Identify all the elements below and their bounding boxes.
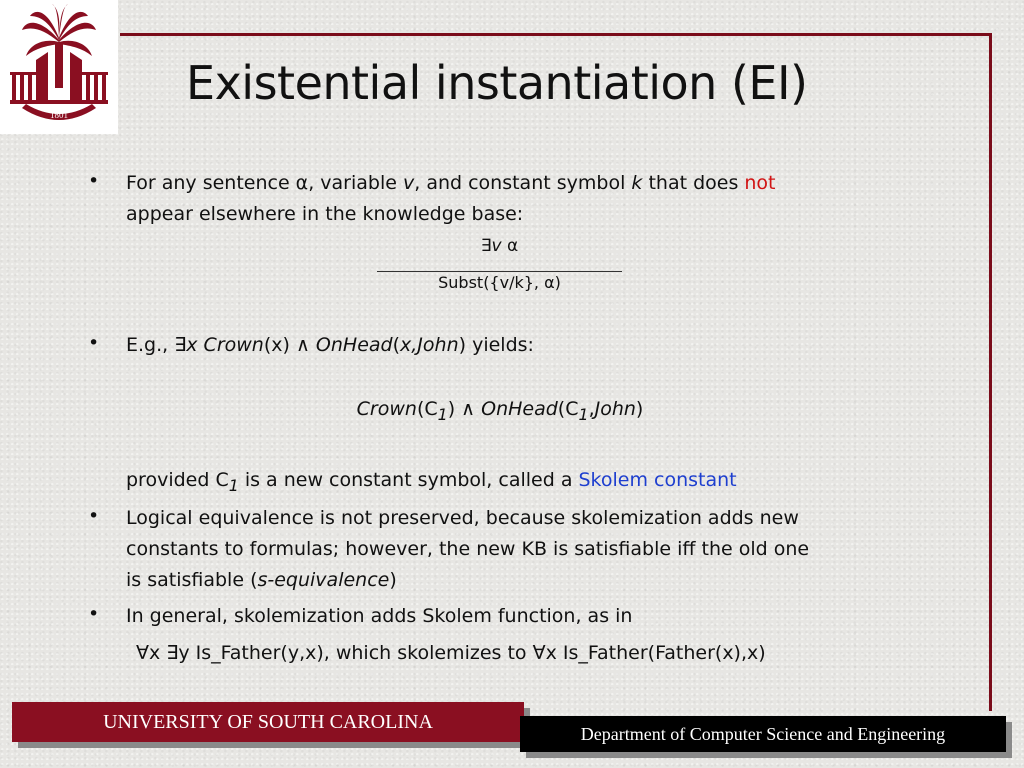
exists-symbol: ∃ (174, 334, 187, 356)
text-segment: x,John (400, 334, 459, 356)
text-segment: In general, skolemization adds Skolem function, as in (126, 605, 633, 627)
bullet-4-formula (136, 638, 936, 669)
text-segment: Crown (356, 398, 417, 420)
text-segment: is a new constant symbol, called a (238, 469, 579, 491)
bullet-marker: • (88, 505, 100, 527)
example-formula (200, 398, 800, 424)
bullet-1-text (126, 168, 926, 230)
text-segment: ) (447, 398, 462, 420)
text-segment: v (491, 236, 502, 256)
provided-text (126, 465, 926, 501)
slide-frame-right (989, 33, 992, 711)
department-banner: Department of Computer Science and Engineering (520, 716, 1006, 752)
exists-symbol: ∃ (480, 236, 492, 256)
text-segment: s-equivalence (257, 569, 390, 591)
text-segment: v (402, 172, 415, 194)
text-segment: Logical equivalence is not preserved, because skolemization adds new (126, 507, 799, 529)
text-segment: (C (557, 398, 579, 420)
skolem-constant-term: Skolem constant (578, 469, 737, 491)
text-segment: For any sentence α, variable (126, 172, 403, 194)
text-segment: John (594, 398, 636, 420)
text-segment: ) yields: (458, 334, 534, 356)
text-segment: k (631, 172, 643, 194)
subscript: 1 (228, 475, 239, 495)
bullet-3-text (126, 503, 926, 596)
rule-numerator (377, 236, 622, 256)
text-segment: , (588, 398, 595, 420)
text-segment: ) (635, 398, 644, 420)
and-symbol: ∧ (295, 334, 310, 356)
palmetto-icon (0, 0, 118, 134)
text-segment: OnHead (309, 334, 393, 356)
bullet-marker: • (88, 332, 100, 354)
text-segment: (C (416, 398, 438, 420)
exists-symbol: ∃ (166, 642, 179, 664)
bullet-4-text (126, 601, 926, 632)
rule-divider (377, 271, 622, 272)
logo-year-text: 1801 (50, 110, 68, 120)
rule-denominator: Subst({v/k}, α) (438, 273, 561, 292)
text-segment: constants to formulas; however, the new KB is satisfiable iff the old one (126, 538, 810, 560)
text-segment: x Is_Father(Father(x),x) (545, 642, 766, 664)
subscript: 1 (578, 404, 589, 424)
and-symbol: ∧ (461, 398, 476, 420)
text-segment: OnHead (475, 398, 558, 420)
emphasis-not: not (744, 172, 776, 194)
slide-title: Existential instantiation (EI) (186, 56, 808, 110)
text-segment: E.g., (126, 334, 175, 356)
text-segment: (x) (263, 334, 296, 356)
university-banner: UNIVERSITY OF SOUTH CAROLINA (12, 702, 524, 742)
bullet-marker: • (88, 603, 100, 625)
text-segment: y Is_Father(y,x), which skolemizes to (178, 642, 533, 664)
text-segment: ( (392, 334, 401, 356)
text-segment: , and constant symbol (414, 172, 632, 194)
text-segment: provided C (126, 469, 229, 491)
text-segment: α (501, 236, 519, 256)
text-segment: ) (389, 569, 397, 591)
slide-frame-top (120, 33, 992, 36)
text-segment: x (186, 334, 204, 356)
text-segment: appear elsewhere in the knowledge base: (126, 203, 524, 225)
forall-symbol: ∀ (532, 642, 546, 664)
text-segment: x (149, 642, 167, 664)
bullet-marker: • (88, 170, 100, 192)
text-segment: that does (642, 172, 745, 194)
bullet-2-text (126, 330, 926, 361)
usc-palmetto-logo (0, 0, 118, 134)
forall-symbol: ∀ (136, 642, 149, 664)
text-segment: is satisfiable ( (126, 569, 258, 591)
subscript: 1 (437, 404, 448, 424)
text-segment: Crown (203, 334, 264, 356)
